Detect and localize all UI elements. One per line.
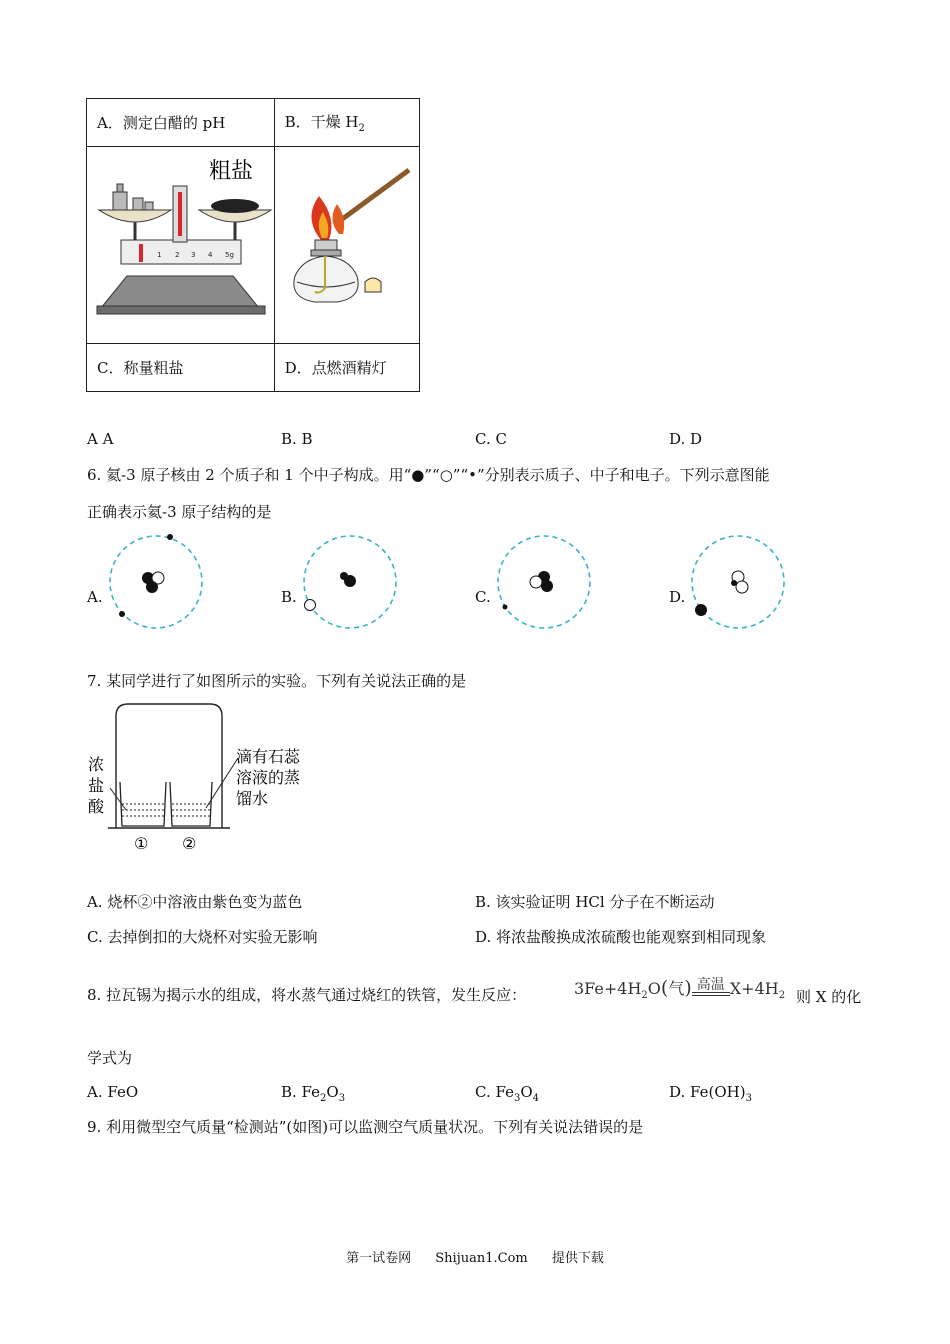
q8-option-c-text: C. Fe xyxy=(475,1083,514,1101)
q7-option-b[interactable]: B. 该实验证明 HCl 分子在不断运动 xyxy=(475,893,715,911)
q5-option-a[interactable]: A A xyxy=(87,430,114,448)
lamp-cap xyxy=(365,278,381,292)
q8-stem: 8. 拉瓦锡为揭示水的组成，将水蒸气通过烧红的铁管，发生反应： xyxy=(87,986,527,1004)
q7-experiment-figure xyxy=(86,700,326,860)
q6-label-c[interactable]: C. xyxy=(475,588,491,606)
large-inverted-beaker xyxy=(116,704,222,828)
atom-diagram-b[interactable] xyxy=(298,532,402,632)
q5-answer-row xyxy=(87,430,887,448)
q7-stem: 7. 某同学进行了如图所示的实验。下列有关说法正确的是 xyxy=(87,672,467,690)
atom-diagram-a[interactable] xyxy=(104,532,208,632)
eq-right: X+4H xyxy=(729,979,779,998)
atom-diagram-d[interactable] xyxy=(686,532,790,632)
q8-option-d[interactable] xyxy=(669,1083,863,1104)
tick-2: 2 xyxy=(175,250,180,259)
q5-option-c[interactable]: C. C xyxy=(475,430,507,448)
eq-condition: 高温 xyxy=(696,977,725,994)
hcl-label-1: 浓 xyxy=(88,755,105,774)
q8-option-d-text: D. Fe(OH) xyxy=(669,1083,746,1101)
balance-figure-cell xyxy=(87,147,275,344)
atom-diagram-c[interactable] xyxy=(492,532,596,632)
q8-option-a-text: A. FeO xyxy=(87,1083,139,1101)
tick-4: 4 xyxy=(208,250,213,259)
cell-b-text: B．干燥 H xyxy=(284,113,359,131)
litmus-label-1: 滴有石蕊 xyxy=(236,747,301,766)
q8-option-a[interactable] xyxy=(87,1083,281,1104)
page-footer xyxy=(0,1247,950,1266)
q6-label-b[interactable]: B. xyxy=(281,588,297,606)
q5-options-table xyxy=(86,98,420,392)
footer-note: 提供下载 xyxy=(551,1251,604,1266)
footer-url[interactable]: Shijuan1.Com xyxy=(435,1251,528,1266)
cell-a: A．测定白醋的 pH xyxy=(87,99,275,147)
beaker-num-2: ② xyxy=(182,834,197,853)
litmus-label-3: 馏水 xyxy=(236,789,269,808)
q8-option-c-sub1: 3 xyxy=(513,1093,521,1104)
alcohol-lamp-illustration xyxy=(275,148,419,343)
cell-b xyxy=(274,99,419,147)
hcl-label-2: 盐 xyxy=(88,776,105,795)
beaker-num-1: ① xyxy=(134,834,149,853)
q9-stem: 9. 利用微型空气质量“检测站”(如图)可以监测空气质量状况。下列有关说法错误的是 xyxy=(87,1118,644,1136)
q8-option-c-o: O xyxy=(520,1083,533,1101)
cell-c: C．称量粗盐 xyxy=(87,344,275,392)
q8-equation: $3Fe+4H_2O$(气) 高温 $X+4H_2$ xyxy=(574,976,785,1001)
match-stick xyxy=(341,170,409,220)
q8-option-row xyxy=(87,1083,887,1104)
match-flame xyxy=(332,204,344,234)
q6-stem-line2: 正确表示氦-3 原子结构的是 xyxy=(87,503,272,521)
q8-option-b-o: O xyxy=(326,1083,339,1101)
eq-o: O xyxy=(647,979,661,998)
q6-label-d[interactable]: D. xyxy=(669,588,686,606)
q8-stem-line2: 学式为 xyxy=(87,1049,133,1067)
tick-1: 1 xyxy=(157,250,162,259)
balance-illustration xyxy=(87,148,273,343)
q7-option-a[interactable]: A. 烧杯②中溶液由紫色变为蓝色 xyxy=(87,893,303,911)
footer-site: 第一试卷网 xyxy=(346,1251,412,1266)
q7-option-c[interactable]: C. 去掉倒扣的大烧杯对实验无影响 xyxy=(87,928,318,946)
lamp-figure-cell xyxy=(274,147,419,344)
eq-sub1: 2 xyxy=(641,990,648,1002)
q8-option-c-sub2: 4 xyxy=(532,1093,540,1104)
tick-3: 3 xyxy=(191,250,196,259)
q7-option-d[interactable]: D. 将浓盐酸换成浓硫酸也能观察到相同现象 xyxy=(475,928,767,946)
hcl-label-3: 酸 xyxy=(88,797,105,816)
q5-option-d[interactable]: D. D xyxy=(669,430,703,448)
q8-option-b-sub1: 2 xyxy=(320,1093,327,1104)
q8-option-b-text: B. Fe xyxy=(281,1083,321,1101)
balance-base xyxy=(101,276,259,308)
cell-d: D．点燃酒精灯 xyxy=(274,344,419,392)
q8-option-c[interactable] xyxy=(475,1083,669,1104)
q8-tail: 则 X 的化 xyxy=(796,988,862,1006)
q8-option-d-sub: 3 xyxy=(745,1093,752,1104)
q8-option-b-sub2: 3 xyxy=(338,1093,346,1104)
q5-option-b[interactable]: B. B xyxy=(281,430,313,448)
q6-stem-line1: 6. 氦-3 原子核由 2 个质子和 1 个中子构成。用“●”“○”“•”分别表示质子、中子和电子。下列示意图能 xyxy=(87,466,770,484)
cell-b-sub: 2 xyxy=(358,123,365,134)
q6-label-a[interactable]: A. xyxy=(87,588,103,606)
tick-5: 5g xyxy=(225,250,234,259)
left-pan xyxy=(99,210,171,222)
eq-sub2: 2 xyxy=(778,990,786,1002)
q8-option-b[interactable] xyxy=(281,1083,475,1104)
eq-gas: 气 xyxy=(668,979,685,998)
coarse-salt xyxy=(211,199,259,213)
litmus-label-2: 溶液的蒸 xyxy=(236,768,301,787)
eq-arrow xyxy=(692,977,730,1001)
eq-left: 3Fe+4H xyxy=(574,979,642,998)
balance-label: 粗盐 xyxy=(209,158,254,184)
